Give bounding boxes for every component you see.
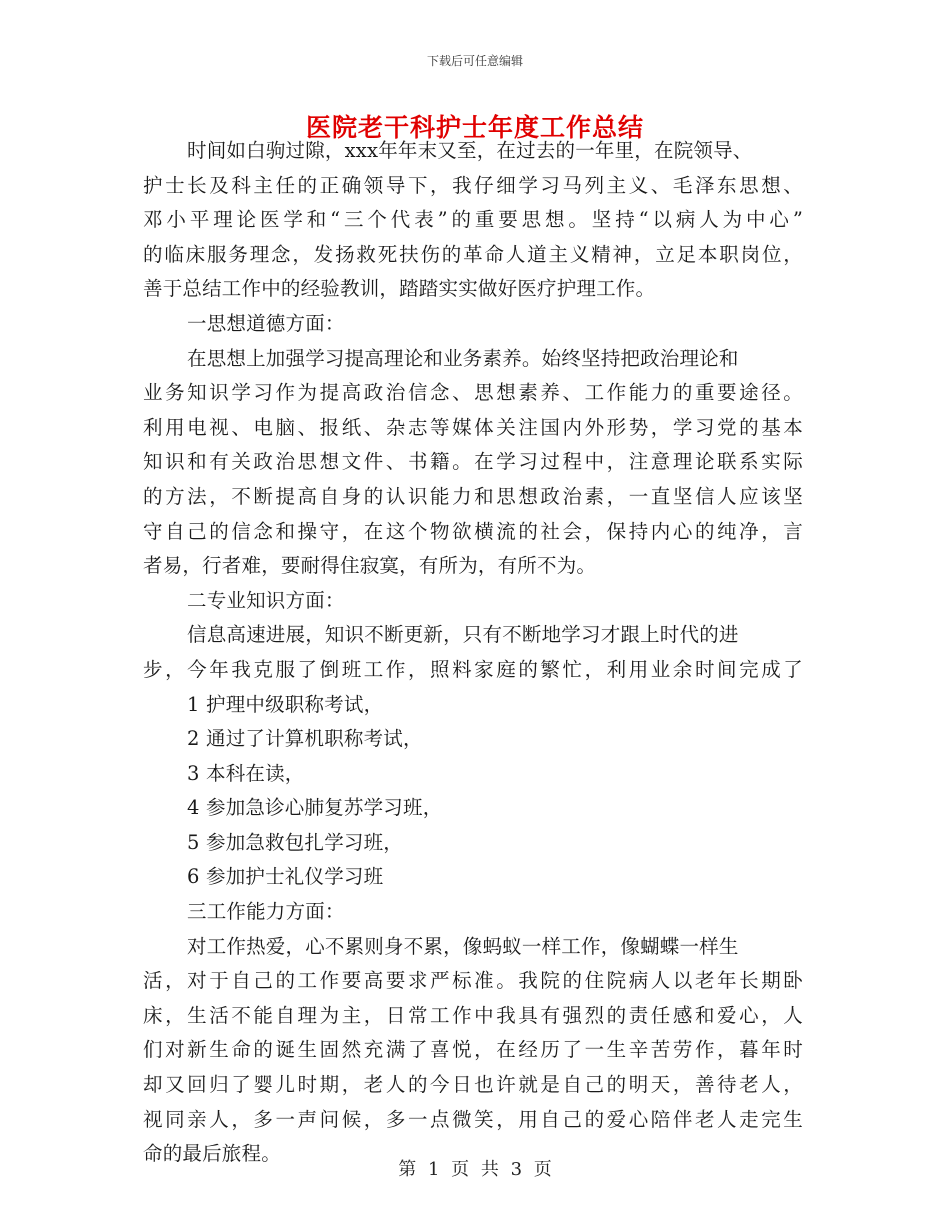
document-body: [143, 134, 803, 1172]
list-item: 5 参加急救包扎学习班，: [187, 830, 404, 854]
body-line: 时间如白驹过隙，xxx年年末又至，在过去的一年里，在院领导、: [187, 139, 753, 162]
document-title: 医院老干科护士年度工作总结: [305, 113, 644, 142]
body-line: 者易，行者难，要耐得住寂寞，有所为，有所不为。: [143, 554, 597, 578]
body-line: 的方法，不断提高自身的认识能力和思想政治素，一直坚信人应该坚: [143, 484, 803, 508]
body-line: 命的最后旅程。: [143, 1142, 281, 1166]
body-line: 床，生活不能自理为主，日常工作中我具有强烈的责任感和爱心，人: [143, 1003, 803, 1027]
body-line: 却又回归了婴儿时期，老人的今日也许就是自己的明天，善待老人，: [143, 1073, 803, 1097]
section-heading: 一思想道德方面：: [187, 311, 345, 335]
body-line: 邓小平理论医学和“三个代表”的重要思想。坚持“以病人为中心”: [143, 208, 803, 232]
list-item: 4 参加急诊心肺复苏学习班，: [187, 796, 443, 820]
list-item: 2 通过了计算机职称考试，: [187, 727, 423, 751]
body-line: 护士长及科主任的正确领导下，我仔细学习马列主义、毛泽东思想、: [143, 173, 803, 197]
body-line: 视同亲人，多一声问候，多一点微笑，用自己的爱心陪伴老人走完生: [143, 1107, 803, 1131]
body-line: 的临床服务理念，发扬救死扶伤的革命人道主义精神，立足本职岗位，: [143, 242, 803, 266]
body-line: 们对新生命的诞生固然充满了喜悦，在经历了一生辛苦劳作，暮年时: [143, 1038, 803, 1062]
body-line: 步，今年我克服了倒班工作，照料家庭的繁忙，利用业余时间完成了: [143, 657, 803, 681]
page-header: 下载后可任意编辑: [426, 54, 523, 68]
body-line: 善于总结工作中的经验教训，踏踏实实做好医疗护理工作。: [143, 277, 656, 301]
body-line: 信息高速进展，知识不断更新，只有不断地学习才跟上时代的进: [187, 623, 739, 647]
body-line: 利用电视、电脑、报纸、杂志等媒体关注国内外形势，学习党的基本: [143, 415, 803, 439]
list-item: 3 本科在读，: [187, 761, 305, 785]
body-line: 对工作热爱，心不累则身不累，像蚂蚁一样工作，像蝴蝶一样生: [187, 934, 739, 958]
body-line: 活，对于自己的工作要高要求严标准。我院的住院病人以老年长期卧: [143, 969, 803, 993]
body-line: 守自己的信念和操守，在这个物欲横流的社会，保持内心的纯净，言: [143, 519, 803, 543]
section-heading: 三工作能力方面：: [187, 900, 345, 924]
body-line: 知识和有关政治思想文件、书籍。在学习过程中，注意理论联系实际: [143, 450, 803, 474]
list-item: 6 参加护士礼仪学习班: [187, 865, 384, 889]
body-line: 在思想上加强学习提高理论和业务素养。始终坚持把政治理论和: [187, 346, 739, 370]
page-footer: 第 1 页 共 3 页: [398, 1159, 552, 1180]
list-item: 1 护理中级职称考试，: [187, 692, 384, 716]
body-line: 业务知识学习作为提高政治信念、思想素养、工作能力的重要途径。: [143, 381, 803, 405]
section-heading: 二专业知识方面：: [187, 588, 345, 612]
